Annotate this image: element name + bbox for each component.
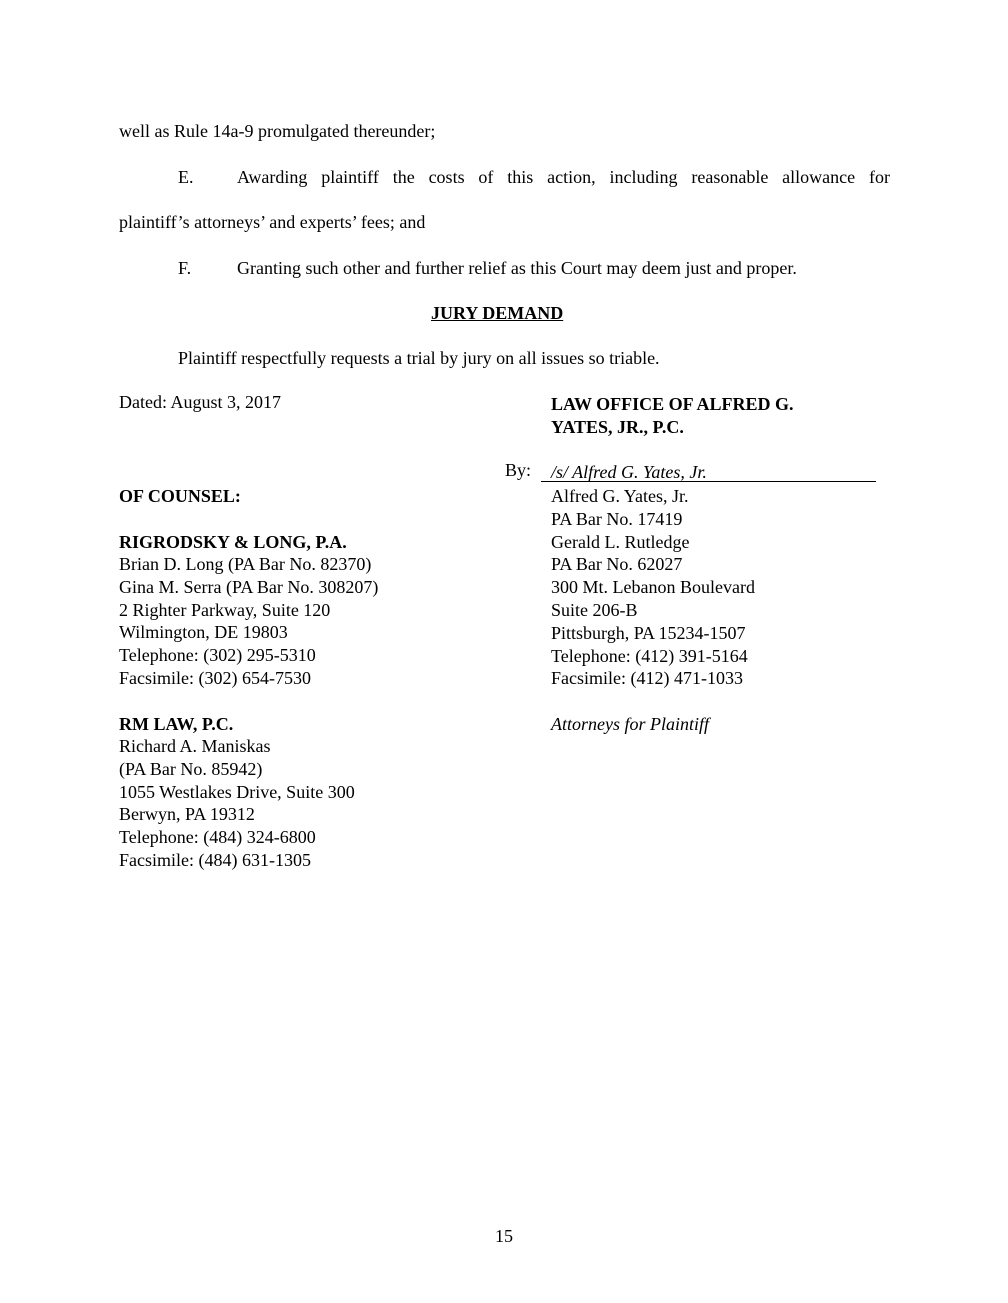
by-label: By: xyxy=(505,460,532,480)
counsel-line: Brian D. Long (PA Bar No. 82370) xyxy=(119,554,372,574)
rigrodsky-firm-name: RIGRODSKY & LONG, P.A. xyxy=(119,532,347,552)
counsel-line: Wilmington, DE 19803 xyxy=(119,622,288,643)
rigrodsky-block xyxy=(119,553,378,690)
firm-name-line-1: LAW OFFICE OF ALFRED G. xyxy=(551,394,794,414)
attorney-line: Gerald L. Rutledge xyxy=(551,531,690,552)
jury-demand-text: Plaintiff respectfully requests a trial by jury on all issues so triable. xyxy=(178,348,660,368)
attorneys-for-plaintiff: Attorneys for Plaintiff xyxy=(551,714,709,734)
counsel-line: 1055 Westlakes Drive, Suite 300 xyxy=(119,781,355,802)
item-f-marker: F. xyxy=(178,258,192,278)
jury-demand-heading: JURY DEMAND xyxy=(431,303,564,323)
attorney-line: PA Bar No. 62027 xyxy=(551,554,683,575)
item-e-text: Awarding plaintiff the costs of this action, including reasonable allowance for xyxy=(237,167,890,187)
page-number: 15 xyxy=(495,1226,513,1246)
counsel-line: Telephone: (484) 324-6800 xyxy=(119,827,316,848)
signature-line xyxy=(541,481,876,482)
item-f-text: Granting such other and further relief as this Court may deem just and proper. xyxy=(237,258,797,278)
of-counsel-heading: OF COUNSEL: xyxy=(119,486,241,506)
counsel-line: 2 Righter Parkway, Suite 120 xyxy=(119,599,331,620)
counsel-line: Berwyn, PA 19312 xyxy=(119,804,255,825)
electronic-signature: /s/ Alfred G. Yates, Jr. xyxy=(551,462,707,482)
attorney-line: 300 Mt. Lebanon Boulevard xyxy=(551,577,755,598)
dated-line: Dated: August 3, 2017 xyxy=(119,392,281,412)
counsel-line: (PA Bar No. 85942) xyxy=(119,758,263,779)
right-attorney-block xyxy=(551,485,755,690)
attorney-line: Facsimile: (412) 471-1033 xyxy=(551,668,743,689)
item-e-continuation: plaintiff’s attorneys’ and experts’ fees; and xyxy=(119,212,426,232)
item-e-marker: E. xyxy=(178,167,194,187)
attorney-line: Suite 206-B xyxy=(551,599,638,620)
attorney-line: Alfred G. Yates, Jr. xyxy=(551,486,689,506)
body-line-1: well as Rule 14a-9 promulgated thereunder; xyxy=(119,121,436,141)
firm-name-line-2: YATES, JR., P.C. xyxy=(551,417,684,437)
rmlaw-block xyxy=(119,735,355,872)
counsel-line: Facsimile: (484) 631-1305 xyxy=(119,849,311,870)
counsel-line: Telephone: (302) 295-5310 xyxy=(119,645,316,666)
attorney-line: PA Bar No. 17419 xyxy=(551,508,683,529)
counsel-line: Richard A. Maniskas xyxy=(119,736,271,756)
attorney-line: Telephone: (412) 391-5164 xyxy=(551,645,748,666)
counsel-line: Facsimile: (302) 654-7530 xyxy=(119,667,311,688)
attorney-line: Pittsburgh, PA 15234-1507 xyxy=(551,622,746,643)
counsel-line: Gina M. Serra (PA Bar No. 308207) xyxy=(119,576,379,597)
rmlaw-firm-name: RM LAW, P.C. xyxy=(119,714,234,734)
